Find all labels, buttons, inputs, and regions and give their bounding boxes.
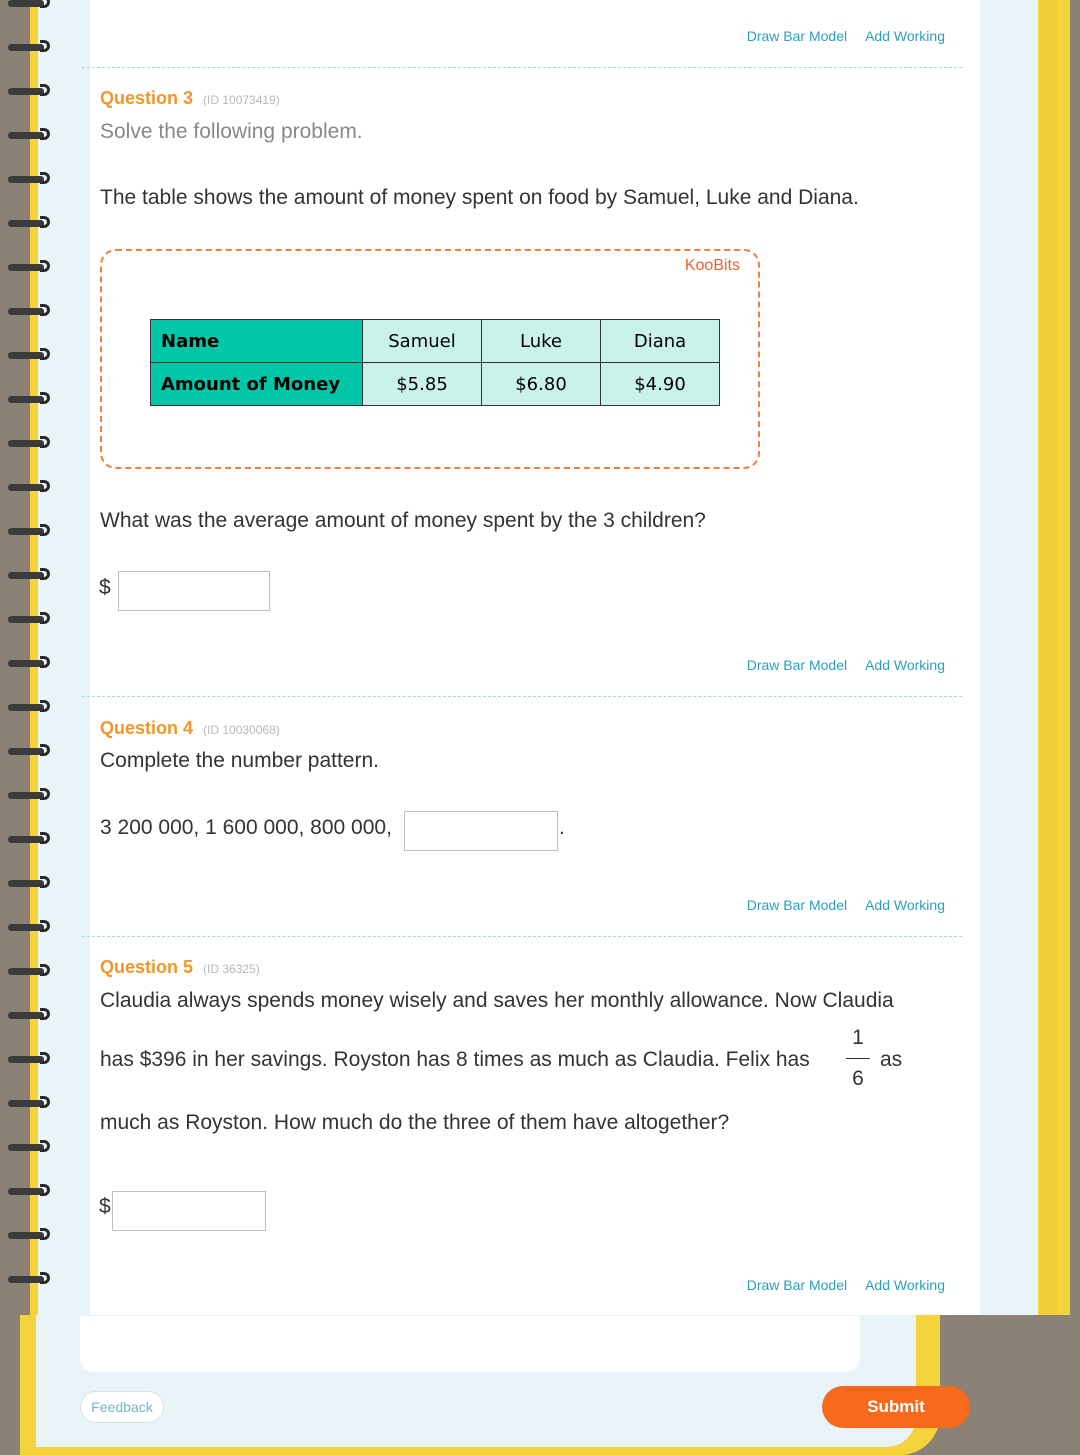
background (940, 1315, 1080, 1455)
binder-ring (8, 84, 52, 98)
question-4-answer-input[interactable] (404, 811, 558, 851)
binder-ring (8, 436, 52, 450)
question-3-id: (ID 10073419) (203, 93, 280, 107)
binder-ring (8, 612, 52, 626)
draw-bar-model-link[interactable]: Draw Bar Model (746, 28, 848, 44)
binder-ring (8, 0, 52, 10)
table-cell: $4.90 (601, 363, 720, 406)
divider (82, 67, 962, 68)
question-2-tools (747, 28, 945, 44)
binder-ring (8, 304, 52, 318)
binder-ring (8, 920, 52, 934)
add-working-link[interactable]: Add Working (865, 1277, 945, 1293)
question-4-instruction: Complete the number pattern. (100, 749, 379, 772)
question-5-dollar: $ (99, 1195, 111, 1218)
draw-bar-model-link[interactable]: Draw Bar Model (746, 1277, 848, 1293)
question-5-line-1: Claudia always spends money wisely and saves her monthly allowance. Now Claudia (100, 989, 894, 1012)
binder-ring (8, 744, 52, 758)
question-4-pattern-end: . (559, 816, 565, 839)
question-4-tools (747, 897, 945, 913)
binder-ring (8, 700, 52, 714)
binder-rings (0, 0, 60, 1315)
binder-ring (8, 480, 52, 494)
binder-ring (8, 1052, 52, 1066)
question-4-pattern: 3 200 000, 1 600 000, 800 000, (100, 816, 392, 839)
binder-ring (8, 1140, 52, 1154)
draw-bar-model-link[interactable]: Draw Bar Model (746, 897, 848, 913)
table-row (151, 320, 720, 363)
question-5-line-2: has $396 in her savings. Royston has 8 times as much as Claudia. Felix has (100, 1048, 810, 1071)
binder-ring (8, 524, 52, 538)
table-row-header: Name (151, 320, 363, 363)
question-4-heading (100, 718, 280, 739)
binder-ring (8, 656, 52, 670)
fraction-one-sixth (846, 1026, 870, 1091)
binder-ring (8, 832, 52, 846)
question-3-title: Question 3 (100, 88, 194, 108)
question-3-instruction: Solve the following problem. (100, 120, 363, 143)
binder-ring (8, 348, 52, 362)
add-working-link[interactable]: Add Working (865, 28, 945, 44)
question-5-heading (100, 957, 260, 978)
binder-ring (8, 568, 52, 582)
question-panel-bottom (80, 1316, 860, 1372)
table-cell: $5.85 (363, 363, 482, 406)
add-working-link[interactable]: Add Working (865, 897, 945, 913)
divider (82, 936, 962, 937)
question-3-table-image (100, 249, 760, 469)
notebook-edge (1040, 0, 1058, 1315)
table-row (151, 363, 720, 406)
question-5-tools (747, 1277, 945, 1293)
question-3-heading (100, 88, 280, 109)
binder-ring (8, 788, 52, 802)
question-5-id: (ID 36325) (203, 962, 260, 976)
binder-ring (8, 216, 52, 230)
binder-ring (8, 1228, 52, 1242)
binder-ring (8, 964, 52, 978)
fraction-bar (846, 1058, 870, 1059)
binder-ring (8, 392, 52, 406)
submit-button[interactable]: Submit (822, 1386, 970, 1428)
table-cell: $6.80 (482, 363, 601, 406)
table-cell: Luke (482, 320, 601, 363)
money-table (150, 319, 720, 406)
question-3-dollar: $ (99, 576, 111, 599)
question-3-question: What was the average amount of money spent by the 3 children? (100, 509, 706, 532)
table-cell: Diana (601, 320, 720, 363)
koobits-watermark: KooBits (684, 257, 740, 274)
draw-bar-model-link[interactable]: Draw Bar Model (746, 657, 848, 673)
question-5-title: Question 5 (100, 957, 194, 977)
question-3-tools (747, 657, 945, 673)
table-row-header: Amount of Money (151, 363, 363, 406)
divider (82, 696, 962, 697)
binder-ring (8, 172, 52, 186)
binder-ring (8, 128, 52, 142)
binder-ring (8, 1096, 52, 1110)
binder-ring (8, 1184, 52, 1198)
question-5-line-2-end: as (880, 1048, 903, 1071)
question-5-answer-input[interactable] (112, 1191, 266, 1231)
binder-ring (8, 260, 52, 274)
question-3-stem: The table shows the amount of money spent on food by Samuel, Luke and Diana. (100, 186, 859, 209)
binder-ring (8, 876, 52, 890)
binder-ring (8, 1272, 52, 1286)
feedback-button[interactable]: Feedback (80, 1391, 164, 1423)
fraction-denominator: 6 (852, 1067, 864, 1090)
question-5-line-3: much as Royston. How much do the three of them have altogether? (100, 1111, 730, 1134)
question-3-answer-input[interactable] (118, 571, 270, 611)
fraction-numerator: 1 (852, 1026, 864, 1049)
question-4-title: Question 4 (100, 718, 194, 738)
binder-ring (8, 40, 52, 54)
binder-ring (8, 1008, 52, 1022)
table-cell: Samuel (363, 320, 482, 363)
question-4-id: (ID 10030068) (203, 723, 280, 737)
add-working-link[interactable]: Add Working (865, 657, 945, 673)
